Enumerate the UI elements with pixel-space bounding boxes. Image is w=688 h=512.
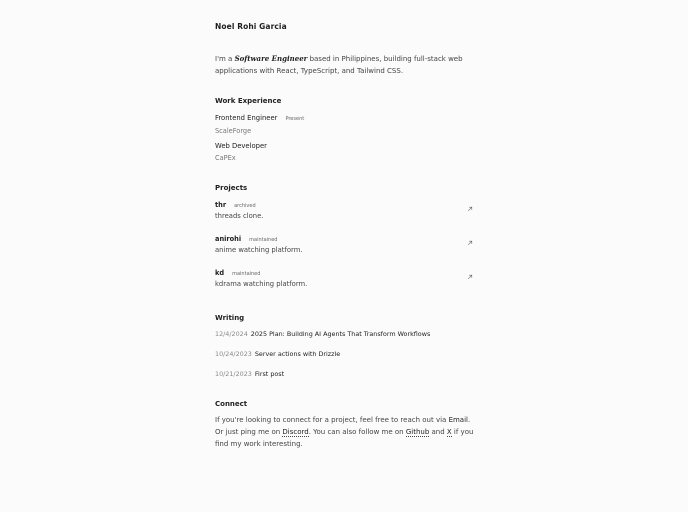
site-name[interactable]: Noel Rohi Garcia <box>215 22 287 31</box>
job-badge: Present <box>285 116 305 122</box>
intro-emphasis: Software Engineer <box>234 54 308 63</box>
job-company-1: CaPEx <box>215 154 236 162</box>
project-status: archived <box>234 203 256 209</box>
job-title-0 <box>215 114 304 122</box>
project-name: anirohi <box>215 235 242 243</box>
intro-paragraph <box>215 53 475 77</box>
post-title: Server actions with Drizzle <box>254 350 341 358</box>
connect-paragraph <box>215 415 477 450</box>
post-date: 12/4/2024 <box>215 330 248 338</box>
connect-heading: Connect <box>215 400 248 408</box>
job-company-0: ScaleForge <box>215 127 252 135</box>
job-title-text: Frontend Engineer <box>215 114 278 122</box>
discord-link[interactable]: Discord <box>282 427 309 436</box>
arrow-up-right-icon[interactable] <box>467 240 473 246</box>
work-heading: Work Experience <box>215 97 282 105</box>
intro-after: based in Philippines, building full-stack web applications with React, TypeScript, and Tailwind CSS. <box>215 55 463 75</box>
post-title: First post <box>254 370 285 378</box>
project-status: maintained <box>249 237 278 243</box>
job-title-1 <box>215 142 267 150</box>
connect-text: and <box>429 427 447 436</box>
projects-heading: Projects <box>215 184 248 192</box>
project-title <box>215 201 475 209</box>
post-link-0[interactable] <box>215 330 430 338</box>
project-status: maintained <box>232 271 261 277</box>
project-description: threads clone. <box>215 212 264 220</box>
project-name: kd <box>215 269 225 277</box>
writing-heading: Writing <box>215 314 245 322</box>
connect-text: if you find my work interesting. <box>215 427 474 448</box>
project-title <box>215 269 475 277</box>
email-link[interactable]: Email <box>448 416 468 424</box>
connect-text: . You can also follow me on <box>308 427 406 436</box>
post-date: 10/21/2023 <box>215 370 252 378</box>
job-title-text: Web Developer <box>215 142 267 150</box>
project-item-thr[interactable] <box>215 201 475 220</box>
project-description: anime watching platform. <box>215 246 303 254</box>
post-link-1[interactable] <box>215 350 340 358</box>
project-name: thr <box>215 201 227 209</box>
project-item-kd[interactable] <box>215 269 475 288</box>
arrow-up-right-icon[interactable] <box>467 206 473 212</box>
connect-text: If you're looking to connect for a project, feel free to reach out via <box>215 416 449 424</box>
project-item-anirohi[interactable] <box>215 235 475 254</box>
intro-before: I'm a <box>215 55 235 63</box>
connect-text: . Or just ping me on <box>215 416 471 436</box>
arrow-up-right-icon[interactable] <box>467 274 473 280</box>
project-description: kdrama watching platform. <box>215 280 308 288</box>
post-link-2[interactable] <box>215 370 284 378</box>
x-link[interactable]: X <box>446 427 452 436</box>
project-title <box>215 235 475 243</box>
post-date: 10/24/2023 <box>215 350 252 358</box>
post-title: 2025 Plan: Building AI Agents That Transform Workflows <box>250 330 431 338</box>
github-link[interactable]: Github <box>405 427 430 436</box>
